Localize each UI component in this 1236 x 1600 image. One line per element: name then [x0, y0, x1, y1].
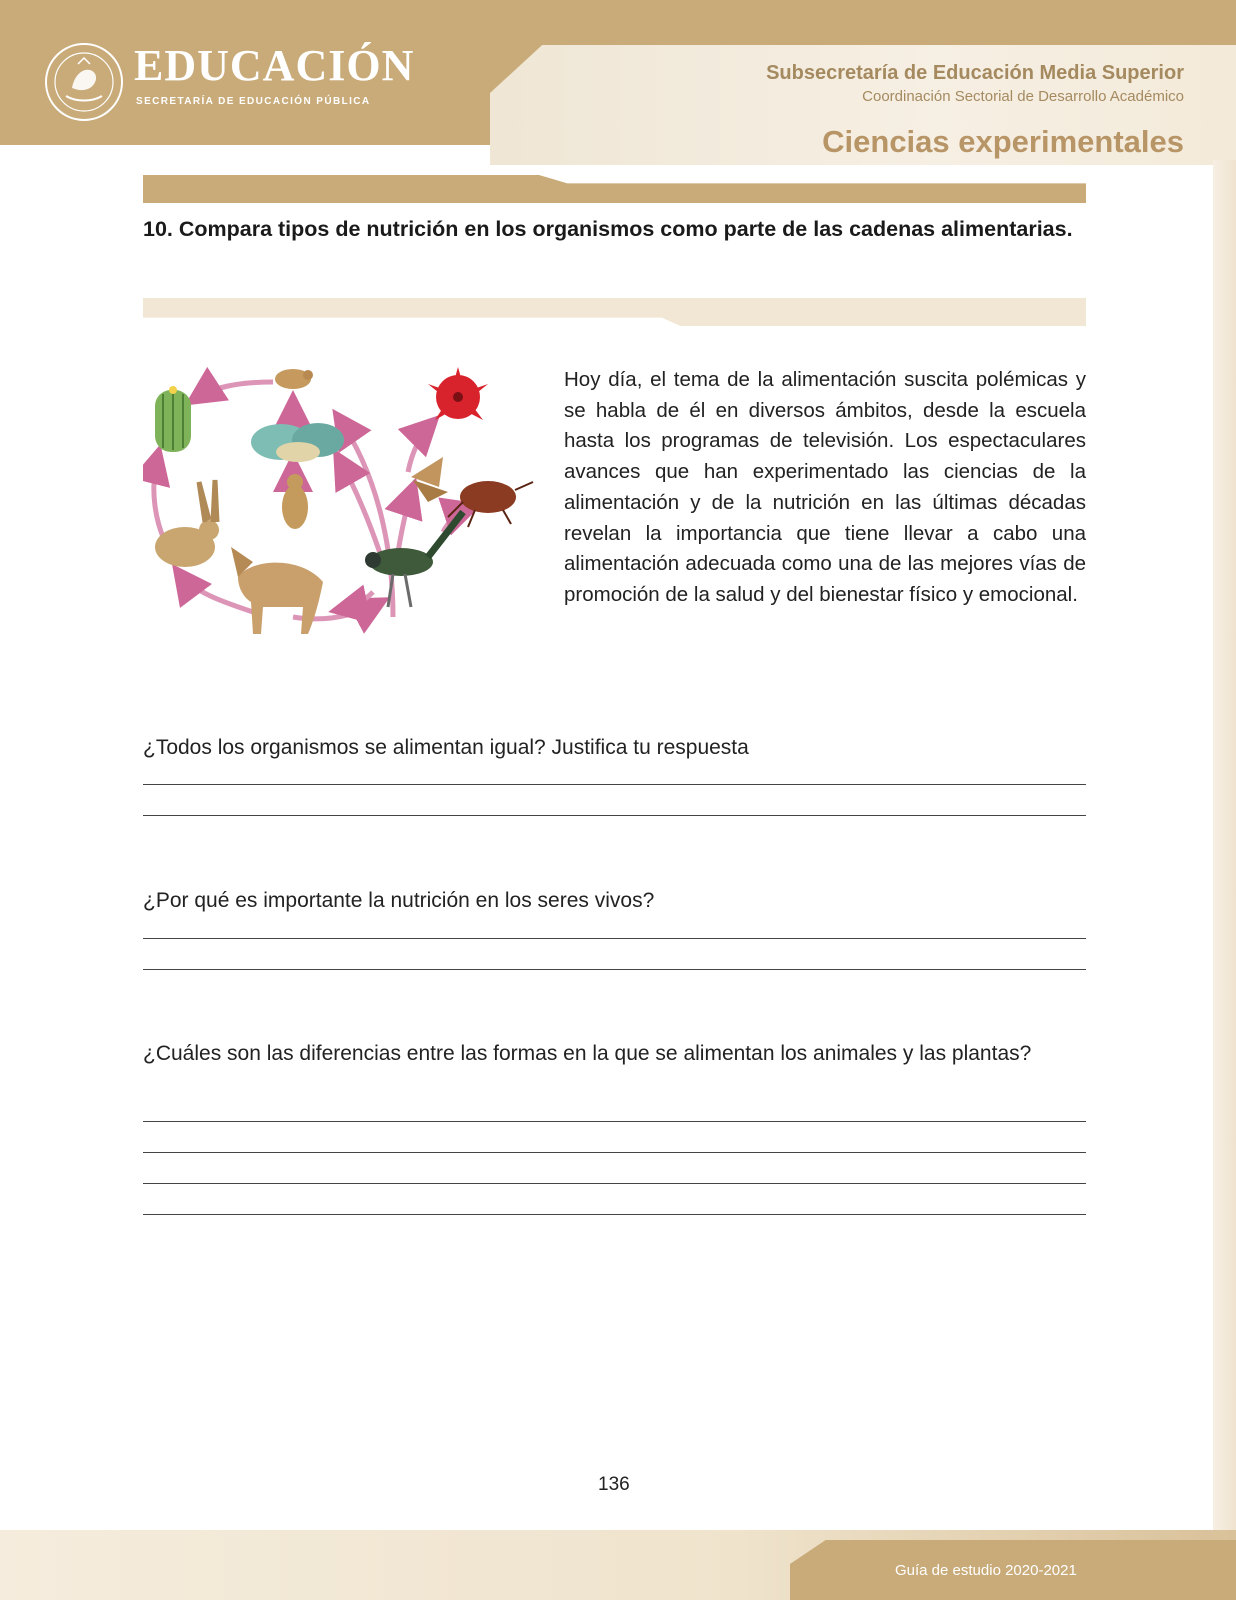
national-seal-icon — [44, 42, 124, 122]
section-bar-bottom — [143, 298, 1086, 326]
answer-line[interactable] — [143, 1121, 1086, 1122]
answer-line[interactable] — [143, 1214, 1086, 1215]
answer-line[interactable] — [143, 938, 1086, 939]
subsecretaria-label: Subsecretaría de Educación Media Superior — [766, 62, 1184, 84]
question-3: ¿Cuáles son las diferencias entre las formas en la que se alimentan los animales y las plantas? — [143, 1042, 1032, 1065]
coordinacion-label: Coordinación Sectorial de Desarrollo Académico — [862, 88, 1184, 105]
area-title: Ciencias experimentales — [822, 124, 1184, 159]
footer-label: Guía de estudio 2020-2021 — [895, 1562, 1077, 1579]
answer-line[interactable] — [143, 784, 1086, 785]
answer-line[interactable] — [143, 969, 1086, 970]
answer-line[interactable] — [143, 1152, 1086, 1153]
answer-line[interactable] — [143, 1183, 1086, 1184]
question-1: ¿Todos los organismos se alimentan igual? Justifica tu respuesta — [143, 736, 749, 759]
section-title: 10. Compara tipos de nutrición en los organismos como parte de las cadenas alimentarias. — [143, 217, 1073, 241]
brand-subtitle: SECRETARÍA DE EDUCACIÓN PÚBLICA — [136, 96, 371, 107]
answer-line[interactable] — [143, 815, 1086, 816]
page-number: 136 — [598, 1474, 630, 1495]
brand-title: EDUCACIÓN — [134, 41, 415, 90]
question-2: ¿Por qué es importante la nutrición en los seres vivos? — [143, 889, 655, 912]
section-bar-top — [143, 175, 1086, 203]
intro-paragraph: Hoy día, el tema de la alimentación suscita polémicas y se habla de él en diversos ámbitos, desde la escuela hasta los programas de televisión. Los espectaculares avances que han experimentado las ciencias de la alimentación y de la nutrición en las últimas décadas revelan la importancia que tiene llevar a cabo una alimentación adecuada como una de las mejores vías de promoción de la salud y del bienestar físico y emocional. — [564, 368, 1086, 606]
right-decorative-strip — [1213, 160, 1236, 1540]
food-web-illustration — [143, 362, 543, 644]
